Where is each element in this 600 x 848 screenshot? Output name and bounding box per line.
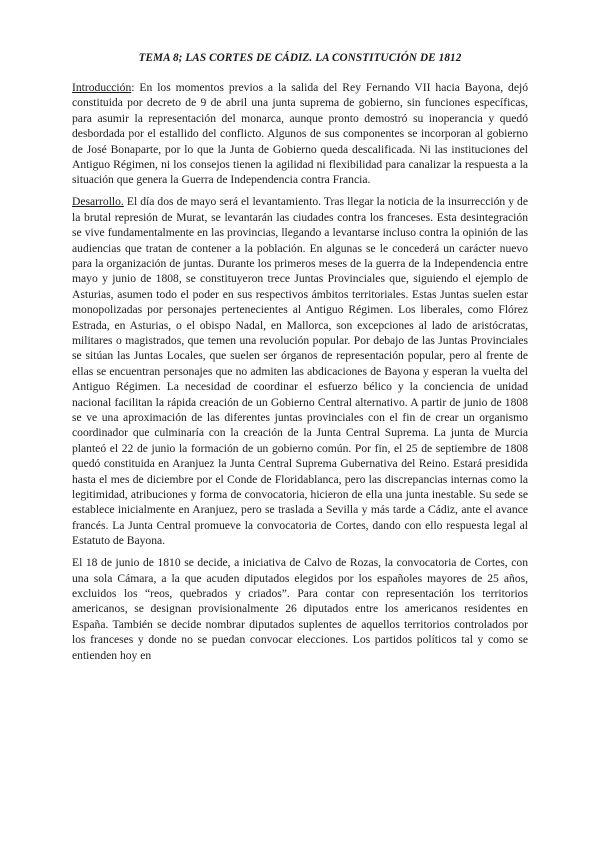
paragraph-text: El día dos de mayo será el levantamiento. Tras llegar la noticia de la insurrección y de la brutal represión de Murat, se levantarán las ciudades contra los franceses. Esta desintegración se vive fundamentalmente en las provincias, llegando a levantarse incluso contra la opinión de las audiencias que tratan de contener a la población. En algunas se le concederá un carácter nuevo para la organización de juntas. Durante los primeros meses de la guerra de la Independencia entre mayo y junio de 1808, se constituyeron trece Juntas Provinciales que, siguiendo el ejemplo de Asturias, asumen todo el poder en sus respectivos ámbitos territoriales. Estas Juntas suelen estar monopolizadas por personajes pertenecientes al Antiguo Régimen. Los liberales, como Flórez Estrada, en Asturias, o el obispo Nadal, en Mallorca, son excepciones al lado de aristócratas, militares o magistrados, que temen una revolución popular. Por debajo de las Juntas Provinciales se sitúan las Juntas Locales, que suelen ser órganos de representación popular, pero al frente de ellas se encuentran personajes que no admiten las abdicaciones de Bayona y esperan la vuelta del Antiguo Régimen. La necesidad de coordinar el esfuerzo bélico y la conciencia de unidad nacional facilitan la rápida creación de un Gobierno Central alternativo. A partir de junio de 1808 se ve una aproximación de las diferentes juntas provinciales con el fin de crear un organismo coordinador que culminaría con la creación de la Junta Central Suprema. La junta de Murcia planteó el 22 de junio la formación de un gobierno común. Por fin, el 25 de septiembre de 1808 quedó constituida en Aranjuez la Junta Central Suprema Gubernativa del Reino. Estará presidida hasta el mes de diciembre por el Conde de Floridablanca, pero las discrepancias internas como la legitimidad, atribuciones y forma de convocatoria, hicieron de ella una junta inestable. Su sede se establece inicialmente en Aranjuez, pero se traslada a Sevilla y más tarde a Cádiz, ante el avance francés. La Junta Central promueve la convocatoria de Cortes, dando con ello respuesta legal al Estatuto de Bayona. [72,195,528,548]
section-lead-introduccion: Introducción [72,81,132,94]
paragraph-desarrollo [72,194,528,548]
paragraph-convocatoria [72,555,528,663]
section-lead-desarrollo: Desarrollo. [72,195,124,209]
paragraph-introduccion [72,80,528,188]
paragraph-text: : En los momentos previos a la salida del Rey Fernando VII hacia Bayona, dejó constituida por decreto de 9 de abril una junta suprema de gobierno, sin funciones específicas, para asumir la representación del monarca, aunque pronto demostró su inoperancia y quedó desbordada por el estallido del conflicto. Algunos de sus componentes se incorporan al gobierno de José Bonaparte, por lo que la Junta de Gobierno queda descalificada. Ni las instituciones del Antiguo Régimen, ni los consejos tienen la agilidad ni flexibilidad para canalizar la respuesta a la situación que genera la Guerra de Independencia contra Francia. [72,81,528,187]
document-title: TEMA 8; LAS CORTES DE CÁDIZ. LA CONSTITUCIÓN DE 1812 [138,52,462,64]
document-page [72,52,528,670]
paragraph-text: El 18 de junio de 1810 se decide, a iniciativa de Calvo de Rozas, la convocatoria de Cortes, con una sola Cámara, a la que acuden diputados elegidos por los españoles mayores de 25 años, excluidos los “reos, quebrados y criados”. Para contar con representación los territorios americanos, se designan provisionalmente 26 diputados entre los americanos residentes en España. También se decide nombrar diputados suplentes de aquellos territorios controlados por los franceses y donde no se puedan convocar elecciones. Los partidos políticos tal y como se entienden hoy en [72,556,528,662]
